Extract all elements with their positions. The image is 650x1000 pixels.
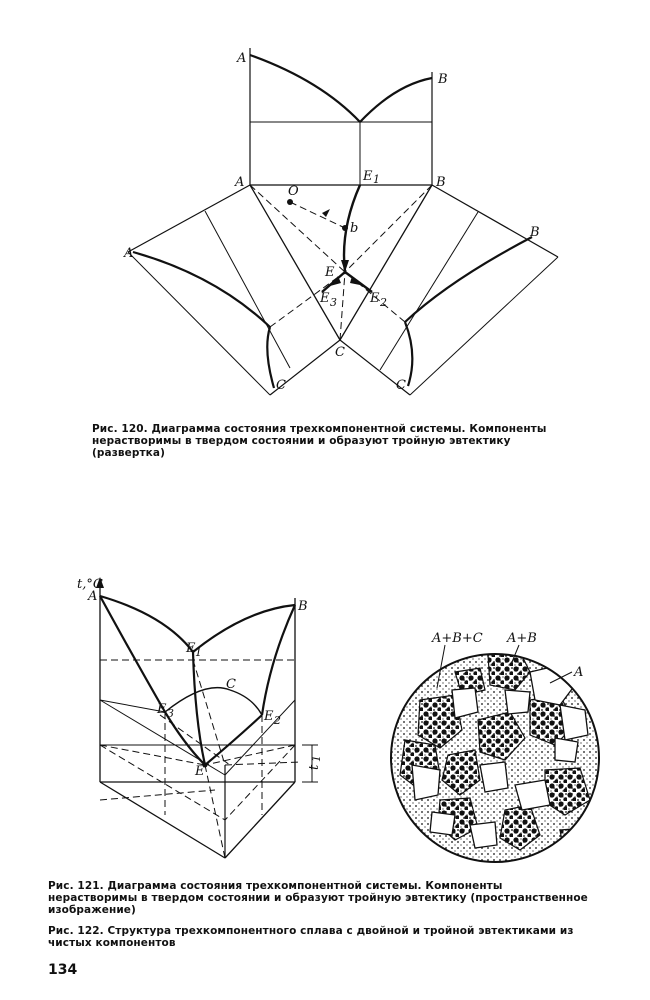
figure-122-microstructure [390,631,600,864]
label-e: E [325,265,335,280]
label-e2: E [370,291,380,306]
label-e3-sub: 3 [167,707,174,720]
caption-fig-121: Рис. 121. Диаграмма состояния трехкомпонентной системы. Компоненты нерастворимы в твердом состоянии и образуют тройную эвтектику (пространственное изображение) [48,880,588,916]
caption-fig-122: Рис. 122. Структура трехкомпонентного сплава с двойной и тройной эвтектиками из чистых компонентов [48,925,574,949]
label-e1: E [186,641,196,656]
figure-121-spatial-diagram [96,577,318,858]
figure-120-unfolded-diagram [128,48,558,395]
label-e3: E [320,291,330,306]
label-e: E [195,764,205,779]
label-b-mid: B [436,175,446,190]
label-axis-t: t,°C [77,577,103,592]
label-a: A [574,665,584,680]
label-b-point: b [350,221,359,236]
page-number: 134 [48,962,78,978]
label-a-b-c: A+B+C [432,631,483,646]
label-e3-sub: 3 [330,296,337,309]
label-e1-sub: 1 [195,646,202,659]
label-a-left: A [124,246,134,261]
label-c-mid: C [335,345,345,360]
label-e1: E [363,169,373,184]
label-e3: E [157,702,167,717]
caption-fig-120: Рис. 120. Диаграмма состояния трехкомпонентной системы. Компоненты нерастворимы в твердом состоянии и образуют тройную эвтектику (развертка) [92,423,547,459]
label-c-left: C [276,378,286,393]
label-b: B [298,599,308,614]
label-a-mid: A [235,175,245,190]
label-e2-sub: 2 [274,714,281,727]
label-a-b: A+B [507,631,537,646]
label-o: O [288,184,299,199]
label-c: C [226,677,236,692]
label-t1-sub: 1 [310,755,323,762]
label-e2: E [264,709,274,724]
figure-121-labels [77,577,323,779]
label-b-right: B [530,225,540,240]
label-t1: t [307,764,322,770]
label-c-right: C [396,378,406,393]
label-e1-sub: 1 [373,173,380,186]
label-b-top: B [438,72,448,87]
label-e2-sub: 2 [380,296,387,309]
label-a: A [88,589,98,604]
label-a-top: A [237,51,247,66]
